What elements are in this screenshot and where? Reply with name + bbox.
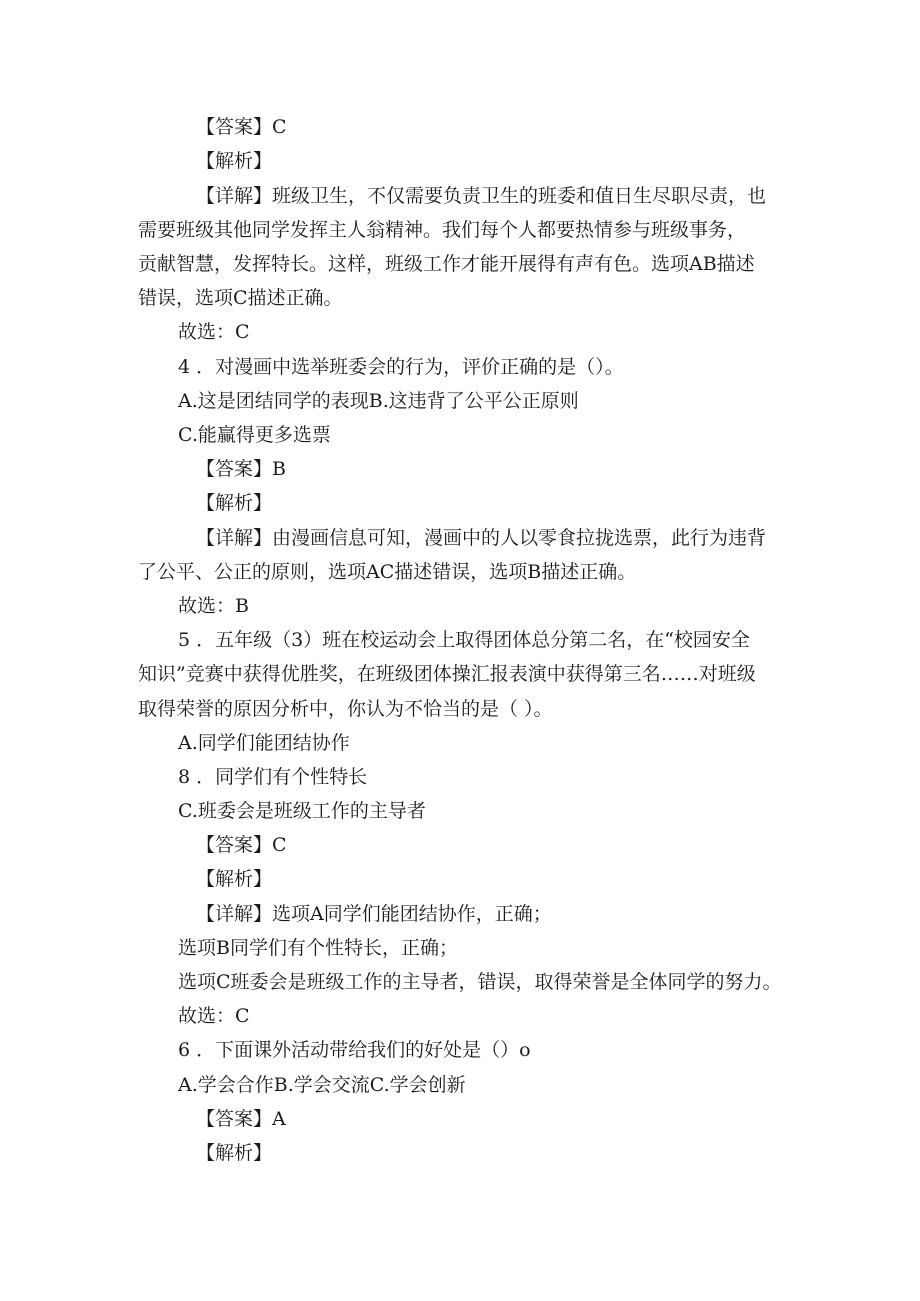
question-5-option: C.班委会是班级工作的主导者 [178, 800, 426, 822]
question-5: 5 ．五年级（3）班在校运动会上取得团体总分第二名，在“校园安全 [178, 629, 750, 651]
final-choice: 故选：B [178, 595, 249, 617]
answer-label: 【答案】B [196, 458, 286, 480]
detail-text: 【详解】选项A同学们能团结协作，正确； [196, 903, 552, 925]
final-choice: 故选：C [178, 1005, 250, 1027]
analysis-label: 【解析】 [196, 492, 273, 514]
question-6: 6 ．下面课外活动带给我们的好处是（）o [178, 1039, 531, 1061]
detail-text: 了公平、公正的原则，选项AC描述错误，选项B描述正确。 [138, 561, 637, 583]
question-5: 取得荣誉的原因分析中，你认为不恰当的是（ ）。 [138, 698, 553, 720]
question-5: 知识”竞赛中获得优胜奖，在班级团体操汇报表演中获得第三名……对班级 [138, 663, 756, 685]
detail-text: 贡献智慧，发挥特长。这样，班级工作才能开展得有声有色。选项AB描述 [138, 253, 755, 275]
question-6-options: A.学会合作B.学会交流C.学会创新 [178, 1074, 466, 1096]
detail-text: 需要班级其他同学发挥主人翁精神。我们每个人都要热情参与班级事务， [138, 219, 747, 241]
detail-text: 选项B同学们有个性特长，正确； [178, 937, 458, 959]
detail-text: 【详解】由漫画信息可知，漫画中的人以零食拉拢选票，此行为违背 [196, 527, 767, 549]
question-4-options: C.能赢得更多选票 [178, 424, 331, 446]
detail-text: 选项C班委会是班级工作的主导者，错误，取得荣誉是全体同学的努力。 [178, 971, 782, 993]
answer-label: 【答案】C [196, 116, 287, 138]
question-5-option: 8 ．同学们有个性特长 [178, 766, 368, 788]
question-4: 4 ．对漫画中选举班委会的行为，评价正确的是（）。 [178, 356, 624, 378]
detail-text: 错误，选项C描述正确。 [138, 287, 343, 309]
question-4-options: A.这是团结同学的表现B.这违背了公平公正原则 [178, 390, 579, 412]
final-choice: 故选：C [178, 321, 250, 343]
analysis-label: 【解析】 [196, 868, 273, 890]
detail-text: 【详解】班级卫生，不仅需要负责卫生的班委和值日生尽职尽责，也 [196, 185, 767, 207]
answer-label: 【答案】C [196, 834, 287, 856]
analysis-label: 【解析】 [196, 150, 273, 172]
analysis-label: 【解析】 [196, 1142, 273, 1164]
question-5-option: A.同学们能团结协作 [178, 732, 350, 754]
answer-label: 【答案】A [196, 1108, 286, 1130]
